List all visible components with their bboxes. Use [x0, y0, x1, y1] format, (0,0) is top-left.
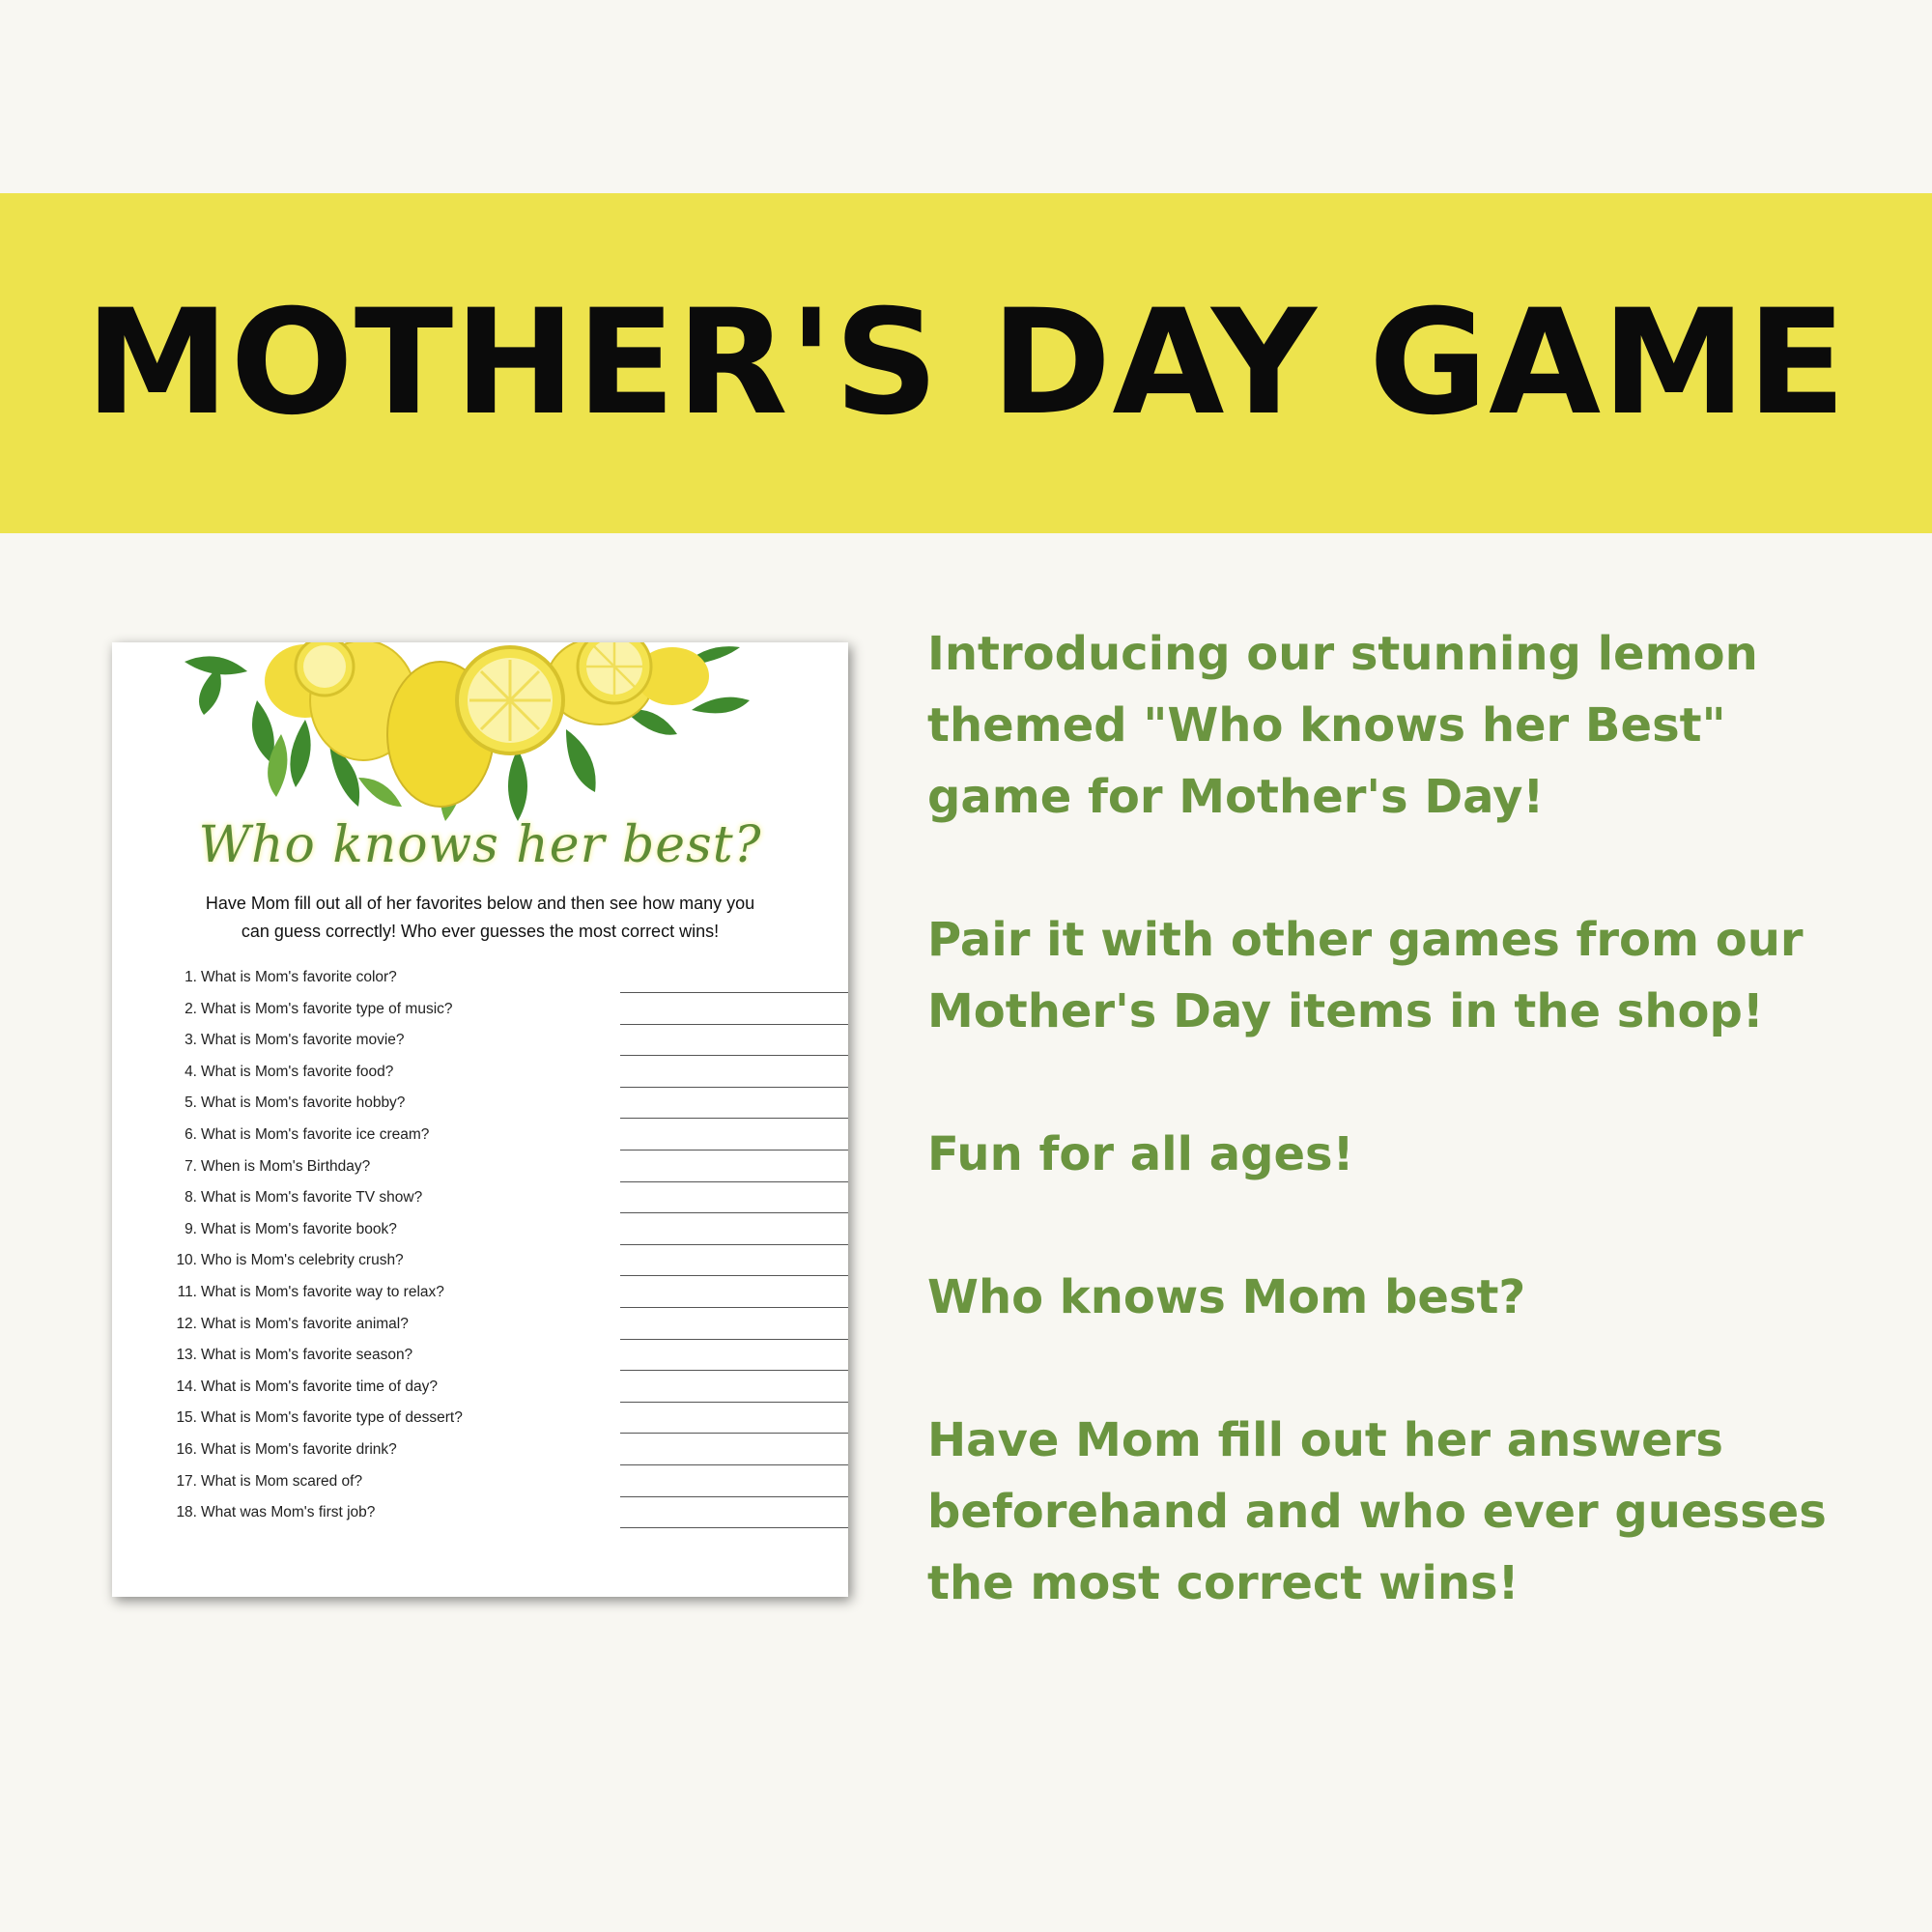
- description-paragraph-instructions: [927, 1405, 1893, 1619]
- question-row: [170, 1375, 808, 1406]
- question-row: [170, 1437, 808, 1469]
- description-line: Have Mom fill out her answers: [927, 1413, 1723, 1467]
- answer-line[interactable]: [620, 1087, 848, 1088]
- question-text: What is Mom's favorite color?: [201, 969, 397, 985]
- description-line: Introducing our stunning lemon: [927, 627, 1758, 681]
- question-number: 15.: [176, 1409, 197, 1427]
- description-line: Mother's Day items in the shop!: [927, 984, 1764, 1038]
- question-number: 4.: [185, 1063, 197, 1080]
- intro-line: Have Mom fill out all of her favorites below and then see how many you: [205, 894, 755, 913]
- question-list: [170, 965, 808, 1532]
- answer-line[interactable]: [620, 1244, 848, 1245]
- question-number: 8.: [185, 1189, 197, 1207]
- answer-line[interactable]: [620, 1212, 848, 1213]
- description-line: game for Mother's Day!: [927, 770, 1545, 824]
- answer-line[interactable]: [620, 1402, 848, 1403]
- question-text: What is Mom's favorite type of dessert?: [201, 1409, 463, 1427]
- answer-line[interactable]: [620, 1464, 848, 1465]
- question-row: [170, 1469, 808, 1501]
- question-row: [170, 997, 808, 1029]
- question-number: 12.: [176, 1315, 197, 1332]
- question-text: Who is Mom's celebrity crush?: [201, 1252, 404, 1269]
- answer-line[interactable]: [620, 1024, 848, 1025]
- title-banner: [0, 193, 1932, 533]
- question-number: 7.: [185, 1157, 197, 1175]
- question-row: [170, 1091, 808, 1122]
- question-text: What is Mom's favorite TV show?: [201, 1189, 423, 1207]
- description-paragraph-question: [927, 1262, 1893, 1333]
- question-text: What is Mom's favorite season?: [201, 1347, 413, 1364]
- question-row: [170, 965, 808, 997]
- answer-line[interactable]: [620, 1275, 848, 1276]
- description-line: beforehand and who ever guesses: [927, 1485, 1827, 1539]
- question-number: 2.: [185, 1000, 197, 1017]
- question-number: 6.: [185, 1125, 197, 1143]
- question-text: What is Mom's favorite food?: [201, 1063, 394, 1080]
- answer-line[interactable]: [620, 992, 848, 993]
- description-line: Fun for all ages!: [927, 1127, 1354, 1181]
- intro-line: can guess correctly! Who ever guesses the most correct wins!: [241, 922, 720, 941]
- question-number: 16.: [176, 1440, 197, 1458]
- answer-line[interactable]: [620, 1433, 848, 1434]
- printable-game-card: [112, 642, 848, 1597]
- question-number: 18.: [176, 1504, 197, 1521]
- question-row: [170, 1280, 808, 1312]
- question-text: What is Mom's favorite time of day?: [201, 1378, 439, 1395]
- question-number: 9.: [185, 1220, 197, 1237]
- question-text: What is Mom's favorite type of music?: [201, 1000, 453, 1017]
- question-row: [170, 1343, 808, 1375]
- description-paragraph-ages: [927, 1119, 1893, 1190]
- answer-line[interactable]: [620, 1307, 848, 1308]
- question-row: [170, 1500, 808, 1532]
- description-line: themed "Who knows her Best": [927, 698, 1726, 753]
- question-number: 13.: [176, 1347, 197, 1364]
- card-intro: [151, 890, 810, 946]
- question-number: 10.: [176, 1252, 197, 1269]
- description-line: the most correct wins!: [927, 1556, 1520, 1610]
- card-title: Who knows her best?: [198, 816, 762, 874]
- answer-line[interactable]: [620, 1150, 848, 1151]
- page-title: MOTHER'S DAY GAME: [85, 279, 1847, 447]
- answer-line[interactable]: [620, 1118, 848, 1119]
- question-number: 3.: [185, 1032, 197, 1049]
- answer-line[interactable]: [620, 1496, 848, 1497]
- question-text: What is Mom's favorite hobby?: [201, 1094, 406, 1112]
- answer-line[interactable]: [620, 1055, 848, 1056]
- question-row: [170, 1122, 808, 1154]
- question-text: What is Mom's favorite drink?: [201, 1440, 397, 1458]
- question-number: 17.: [176, 1472, 197, 1490]
- description-paragraph-intro: [927, 618, 1893, 833]
- lemon-illustration: [112, 642, 848, 836]
- question-text: What is Mom's favorite animal?: [201, 1315, 409, 1332]
- answer-line[interactable]: [620, 1527, 848, 1528]
- description-line: Who knows Mom best?: [927, 1270, 1526, 1324]
- answer-line[interactable]: [620, 1181, 848, 1182]
- question-number: 5.: [185, 1094, 197, 1112]
- question-row: [170, 1406, 808, 1437]
- question-row: [170, 1154, 808, 1186]
- question-text: When is Mom's Birthday?: [201, 1157, 371, 1175]
- question-text: What is Mom's favorite ice cream?: [201, 1125, 430, 1143]
- question-number: 11.: [177, 1283, 197, 1300]
- question-row: [170, 1060, 808, 1092]
- answer-line[interactable]: [620, 1370, 848, 1371]
- description-line: Pair it with other games from our: [927, 913, 1804, 967]
- question-text: What is Mom's favorite book?: [201, 1220, 397, 1237]
- question-row: [170, 1185, 808, 1217]
- question-number: 14.: [176, 1378, 197, 1395]
- question-row: [170, 1248, 808, 1280]
- question-row: [170, 1217, 808, 1249]
- question-text: What was Mom's first job?: [201, 1504, 376, 1521]
- product-description: [927, 618, 1893, 1690]
- answer-line[interactable]: [620, 1339, 848, 1340]
- question-text: What is Mom's favorite movie?: [201, 1032, 405, 1049]
- question-row: [170, 1028, 808, 1060]
- question-text: What is Mom's favorite way to relax?: [201, 1283, 444, 1300]
- description-paragraph-pair: [927, 904, 1893, 1047]
- question-number: 1.: [185, 969, 197, 985]
- question-text: What is Mom scared of?: [201, 1472, 363, 1490]
- question-row: [170, 1312, 808, 1344]
